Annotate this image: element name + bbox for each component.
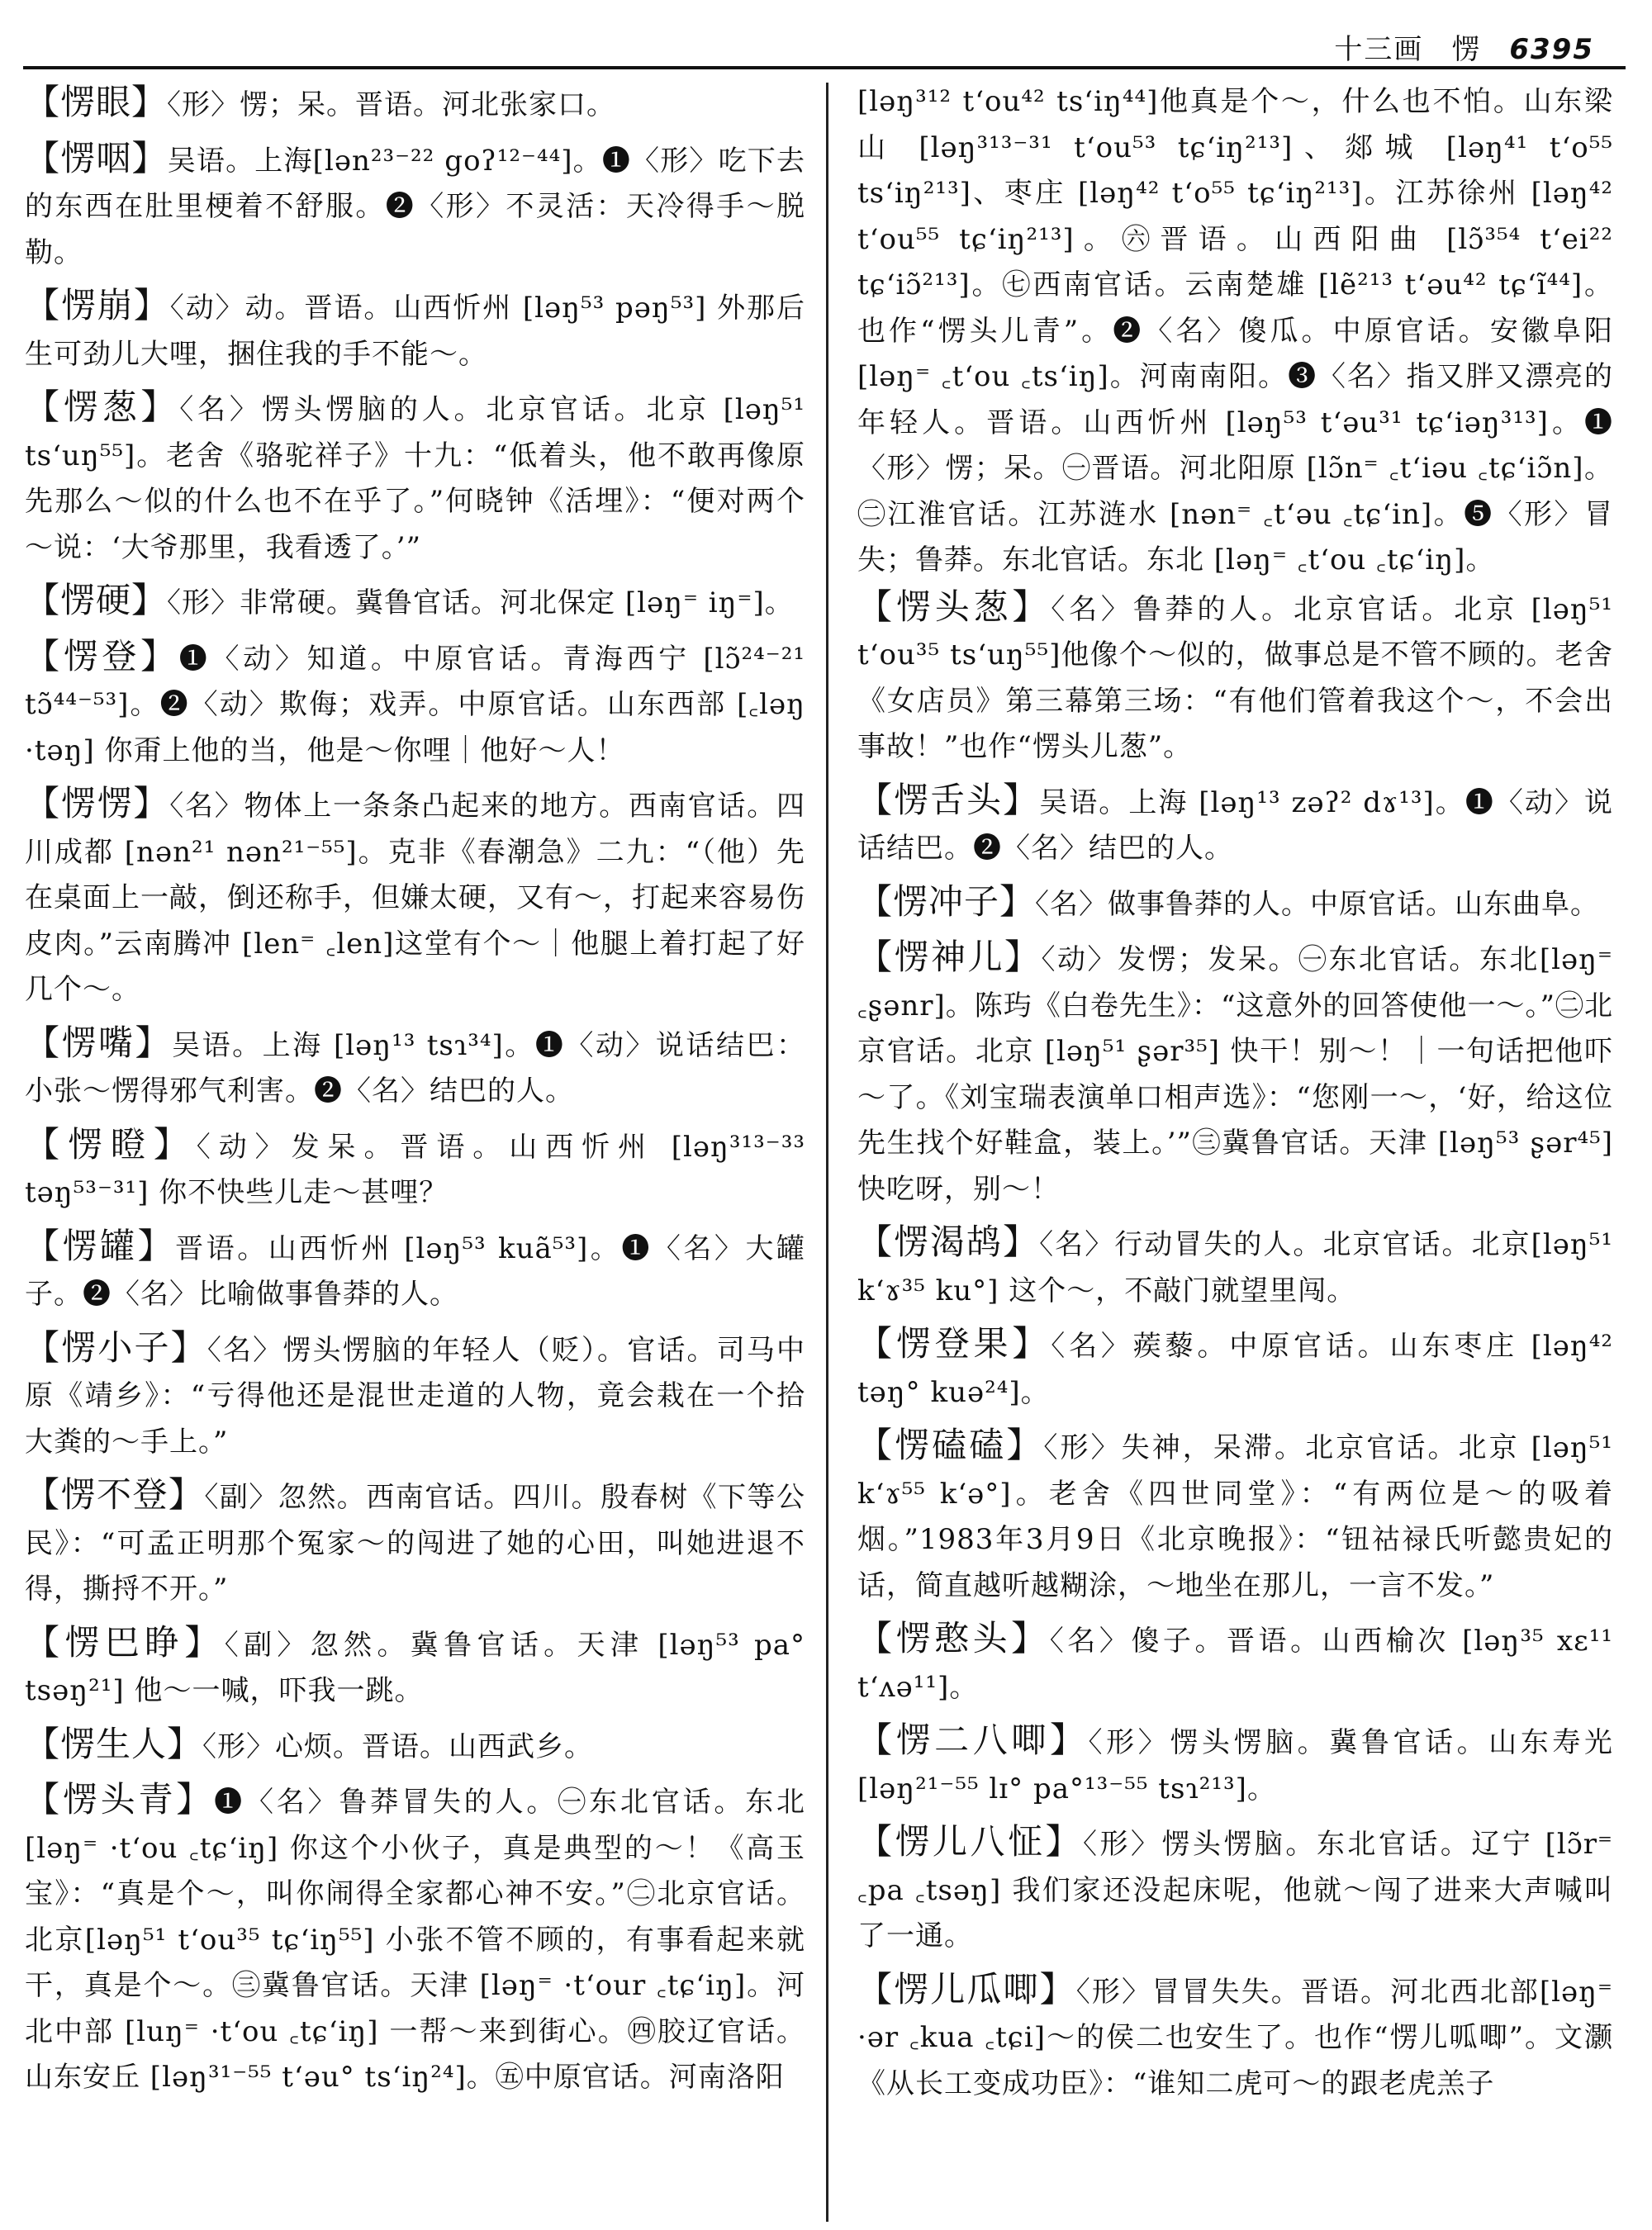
entry-definition: 〈形〉失神，呆滞。北京官话。北京 [ləŋ⁵¹ kʻɤ⁵⁵ kʻə°]。老舍《四世同堂》：“有两位是～的吸着烟。”1983年3月9日《北京晚报》：“钮祜禄氏听懿贵妃的话，简直越听越糊涂，～地坐在那儿，一言不发。” (857, 1431, 1613, 1602)
dictionary-entry (25, 135, 805, 277)
entry-definition: ❶〈动〉知道。中原官话。青海西宁 [lɔ̃²⁴⁻²¹ tɔ̃⁴⁴⁻⁵³]。❷〈动〉欺侮；戏弄。中原官话。山东西部 [꜀ləŋ ·təŋ] 你甭上他的当，他是～你哩｜他好～人！ (25, 642, 805, 767)
entry-headword: 【愣头葱】 (857, 586, 1051, 627)
entry-definition: 〈名〉物体上一条条凸起来的地方。西南官话。四川成都 [nən²¹ nən²¹⁻⁵⁵]。克非《春潮急》二九：“（他）先在桌面上一敲，倒还称手，但嫌太硬，又有～，打起来容易伤皮肉。”云南腾冲 [len⁼ ꜀len]这堂有个～｜他腿上着打起了好几个～。 (25, 790, 805, 1006)
dictionary-entry (857, 1819, 1613, 1960)
entry-headword: 【愣嘴】 (25, 1022, 173, 1063)
dictionary-entry (857, 1967, 1613, 2108)
page-header (0, 15, 1611, 66)
dictionary-entry (25, 1122, 805, 1217)
entry-headword: 【愣不登】 (25, 1474, 205, 1515)
entry-continuation: [ləŋ³¹² tʻou⁴² tsʻiŋ⁴⁴]他真是个～，什么也不怕。山东梁山 [ləŋ³¹³⁻³¹ tʻou⁵³ tɕʻiŋ²¹³]、郯城 [ləŋ⁴¹ tʻo⁵⁵ tsʻiŋ²¹³]、枣庄 [ləŋ⁴² tʻo⁵⁵ tɕʻiŋ²¹³]。江苏徐州 [ləŋ⁴² tʻou⁵⁵ tɕʻiŋ²¹³]。㊅晋语。山西阳曲 [lɔ̃³⁵⁴ tʻei²² tɕʻiɔ̃²¹³]。㊆西南官话。云南楚雄 [lẽ²¹³ tʻəu⁴² tɕʻĩ⁴⁴]。也作“愣头儿青”。❷〈名〉傻瓜。中原官话。安徽阜阳 [ləŋ⁼ ꜀tʻou ꜀tsʻiŋ]。河南南阳。❸〈名〉指又胖又漂亮的年轻人。晋语。山西忻州 [ləŋ⁵³ tʻəu³¹ tɕʻiəŋ³¹³]。❶〈形〉愣；呆。㊀晋语。河北阳原 [lɔ̃n⁼ ꜀tʻiəu ꜀tɕʻiɔ̃n]。㊁江淮官话。江苏涟水 [nən⁼ ꜀tʻəu ꜀tɕʻin]。❺〈形〉冒失；鲁莽。东北官话。东北 [ləŋ⁼ ꜀tʻou ꜀tɕʻiŋ]。 (857, 85, 1613, 576)
entry-definition: 〈副〉忽然。西南官话。四川。殷春树《下等公民》：“可孟正明那个冤家～的闯进了她的心田，叫她进退不得，撕捋不开。” (25, 1481, 805, 1606)
column-divider (826, 83, 828, 2222)
dictionary-entry (25, 1620, 805, 1715)
section-label: 十三画 (1334, 33, 1424, 66)
entry-headword: 【愣舌头】 (857, 779, 1040, 820)
entry-definition: 〈副〉忽然。冀鲁官话。天津 [ləŋ⁵³ pa° tsəŋ²¹] 他～一喊，吓我一跳。 (25, 1628, 805, 1707)
entry-definition: 〈名〉傻子。晋语。山西榆次 [ləŋ³⁵ xɛ¹¹ tʻʌə¹¹]。 (857, 1625, 1613, 1704)
entry-headword: 【愣崩】 (25, 285, 170, 325)
entry-headword: 【愣儿八怔】 (857, 1821, 1083, 1862)
entry-headword: 【愣巴睁】 (25, 1621, 225, 1663)
header-rule (23, 66, 1626, 69)
entry-definition: 〈形〉愣；呆。晋语。河北张家口。 (167, 88, 616, 121)
dictionary-entry (857, 1321, 1613, 1416)
dictionary-entry (25, 1223, 805, 1318)
entry-definition: 〈名〉行动冒失的人。北京官话。北京[ləŋ⁵¹ kʻɤ³⁵ ku°] 这个～，不敲门就望里闯。 (857, 1228, 1613, 1307)
entry-headword: 【愣登】 (25, 635, 179, 676)
entry-definition: 〈形〉心烦。晋语。山西武乡。 (202, 1729, 594, 1763)
entry-definition: 〈形〉愣头愣脑。东北官话。辽宁 [lɔ̃r⁼ ꜀pa ꜀tsəŋ] 我们家还没起床呢，他就～闯了进来大声喊叫了一通。 (857, 1828, 1613, 1952)
entry-definition: 晋语。山西忻州 [ləŋ⁵³ kuã⁵³]。❶〈名〉大罐子。❷〈名〉比喻做事鲁莽的人。 (25, 1231, 805, 1311)
dictionary-entry (25, 384, 805, 571)
entry-headword: 【愣生人】 (25, 1723, 203, 1764)
entry-definition: 吴语。上海 [ləŋ¹³ tsɿ³⁴]。❶〈动〉说话结巴：小张～愣得邪气利害。❷〈名〉结巴的人。 (25, 1028, 805, 1108)
entry-definition: 〈形〉非常硬。冀鲁官话。河北保定 [ləŋ⁼ iŋ⁼]。 (167, 586, 794, 619)
entry-headword: 【愣小子】 (25, 1326, 207, 1368)
dictionary-entry (857, 584, 1613, 771)
entry-headword: 【愣二八唧】 (857, 1720, 1089, 1760)
entry-definition: 〈形〉愣头愣脑。冀鲁官话。山东寿光 [ləŋ²¹⁻⁵⁵ lɪ° pa°¹³⁻⁵⁵ tsɿ²¹³]。 (857, 1726, 1613, 1805)
dictionary-entry (857, 1219, 1613, 1314)
dictionary-entry (25, 633, 805, 775)
page-number: 6395 (1509, 33, 1594, 66)
entry-headword: 【愣硬】 (25, 580, 168, 620)
dictionary-entry (25, 282, 805, 377)
dictionary-entry (25, 1325, 805, 1466)
entry-headword: 【愣头青】 (25, 1779, 215, 1820)
dictionary-entry (25, 79, 805, 129)
dictionary-entry (25, 577, 805, 627)
entry-definition: 〈动〉发愣；发呆。㊀东北官话。东北[ləŋ⁼ ꜀ʂənr]。陈玙《白卷先生》：“这意外的回答使他一～。”㊁北京官话。北京 [ləŋ⁵¹ ʂər³⁵] 快干！别～！｜一句话把他吓～了。《刘宝瑞表演单口相声选》：“您刚一～，‘好，给这位先生找个好鞋盒，装上。’”㊂冀鲁官话。天津 [ləŋ⁵³ ʂər⁴⁵] 快吃呀，别～！ (857, 943, 1613, 1206)
entry-definition: 〈名〉愣头愣脑的年轻人（贬）。官话。司马中原《靖乡》：“亏得他还是混世走道的人物，竟会栽在一个拾大粪的～手上。” (25, 1333, 805, 1459)
entry-definition: 〈名〉愣头愣脑的人。北京官话。北京 [ləŋ⁵¹ tsʻuŋ⁵⁵]。老舍《骆驼祥子》十九：“低着头，他不敢再像原先那么～似的什么也不在乎了。”何晓钟《活埋》：“便对两个～说：‘大爷那里，我看透了。’” (25, 393, 805, 564)
dictionary-entry (25, 1472, 805, 1613)
left-column (25, 79, 805, 2108)
entry-definition: 〈名〉蒺藜。中原官话。山东枣庄 [ləŋ⁴² təŋ° kuə²⁴]。 (857, 1330, 1613, 1409)
entry-definition: 〈名〉做事鲁莽的人。中原官话。山东曲阜。 (1035, 887, 1600, 921)
entry-headword: 【愣罐】 (25, 1225, 176, 1266)
entry-headword: 【愣眼】 (25, 82, 168, 122)
entry-headword: 【愣愣】 (25, 783, 170, 823)
right-column (857, 79, 1613, 2114)
entry-headword: 【愣磕磕】 (857, 1425, 1044, 1465)
entry-definition: 吴语。上海 [ləŋ¹³ zəʔ² dɤ¹³]。❶〈动〉说话结巴。❷〈名〉结巴的人。 (857, 785, 1613, 865)
entry-definition: 〈动〉发呆。晋语。山西忻州 [ləŋ³¹³⁻³³ təŋ⁵³⁻³¹] 你不快些儿走～甚哩？ (25, 1130, 805, 1209)
entry-headword: 【愣冲子】 (857, 880, 1036, 922)
entry-definition: ❶〈名〉鲁莽冒失的人。㊀东北官话。东北 [ləŋ⁼ ·tʻou ꜀tɕʻiŋ] 你这个小伙子，真是典型的～！《高玉宝》：“真是个～，叫你闹得全家都心神不安。”㊁北京官话。北京[ləŋ⁵¹ tʻou³⁵ tɕʻiŋ⁵⁵] 小张不管不顾的，有事看起来就干，真是个～。㊂冀鲁官话。天津 [ləŋ⁼ ·tʻour ꜀tɕʻiŋ]。河北中部 [luŋ⁼ ·tʻou ꜀tɕʻiŋ] 一帮～来到街心。㊃胶辽官话。山东安丘 [ləŋ³¹⁻⁵⁵ tʻəu° tsʻiŋ²⁴]。㊄中原官话。河南洛阳 (25, 1786, 805, 2094)
dictionary-entry (25, 1020, 805, 1115)
dictionary-entry (857, 934, 1613, 1212)
entry-definition: 〈名〉鲁莽的人。北京官话。北京 [ləŋ⁵¹ tʻou³⁵ tsʻuŋ⁵⁵]他像个～似的，做事总是不管不顾的。老舍《女店员》第三幕第三场：“有他们管着我这个～，不会出事故！”也作“愣头儿葱”。 (857, 592, 1613, 763)
entry-headword: 【愣憨头】 (857, 1618, 1050, 1658)
entry-headword: 【愣瞪】 (25, 1123, 197, 1165)
dictionary-entry (857, 1717, 1613, 1812)
dictionary-entry (857, 879, 1613, 928)
entry-headword: 【愣葱】 (25, 387, 180, 427)
entry-headword: 【愣儿瓜唧】 (857, 1968, 1076, 2009)
entry-definition: 〈形〉冒冒失失。晋语。河北西北部[ləŋ⁼ ·ər ꜀kua ꜀tɕi]～的侯二也安生了。也作“愣儿呱唧”。文灏《从长工变成功臣》：“谁知二虎可～的跟老虎羔子 (857, 1975, 1613, 2100)
dictionary-entry (25, 1777, 805, 2101)
entry-headword: 【愣渴鸪】 (857, 1222, 1040, 1262)
entry-headword: 【愣咽】 (25, 137, 168, 178)
running-head-char: 愣 (1451, 33, 1482, 66)
entry-headword: 【愣登果】 (857, 1323, 1051, 1364)
dictionary-entry (857, 1422, 1613, 1609)
entry-headword: 【愣神儿】 (857, 937, 1042, 977)
dictionary-entry (857, 1616, 1613, 1710)
dictionary-entry (25, 1721, 805, 1771)
dictionary-entry (25, 780, 805, 1013)
entry-definition: 吴语。上海[lən²³⁻²² goʔ¹²⁻⁴⁴]。❶〈形〉吃下去的东西在肚里梗着不舒服。❷〈形〉不灵活：天冷得手～脱勒。 (25, 144, 805, 269)
entry-definition: 〈动〉动。晋语。山西忻州 [ləŋ⁵³ pəŋ⁵³] 外那后生可劲儿大哩，捆住我的手不能～。 (25, 292, 805, 371)
dictionary-entry (857, 777, 1613, 872)
